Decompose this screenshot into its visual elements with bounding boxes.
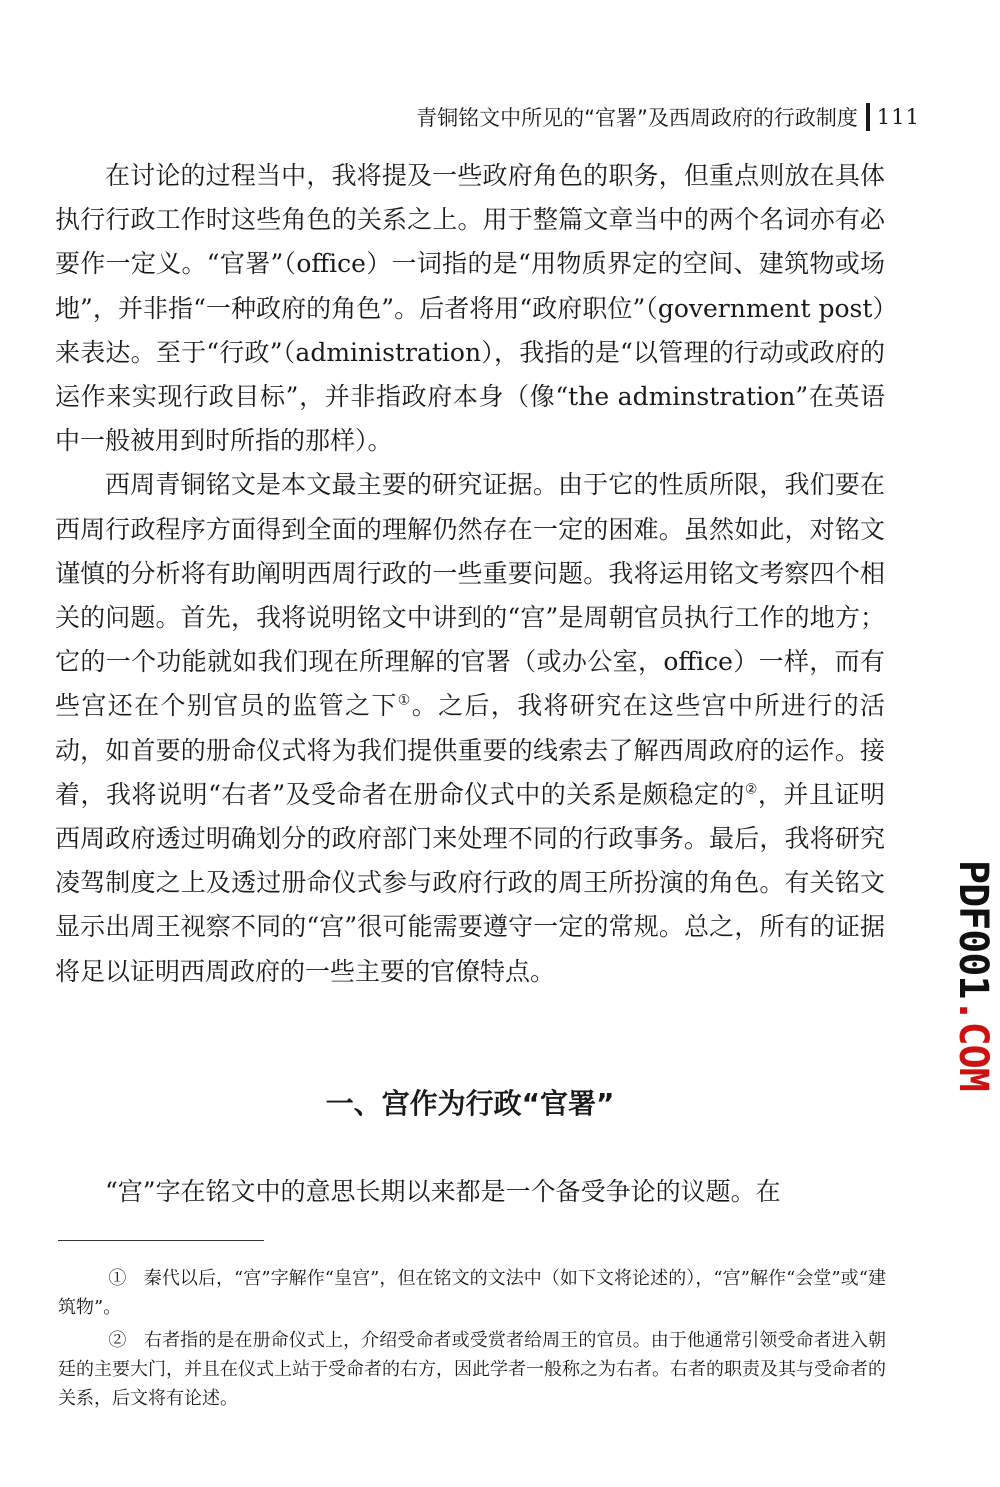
footnote-separator [58, 1240, 264, 1241]
continuation-paragraph: “宫”字在铭文中的意思长期以来都是一个备受争论的议题。在 [105, 1177, 781, 1206]
section-heading: 一、宫作为行政“官署” [325, 1087, 615, 1120]
footnote-2-marker: ② [108, 1330, 127, 1351]
footnote-2-text: 右者指的是在册命仪式上，介绍受命者或受赏者给周王的官员。由于他通常引领受命者进入朝廷的主要大门，并且在仪式上站于受命者的右方，因此学者一般称之为右者。右者的职责及其与受命者的关系，后文将有论述。 [58, 1330, 886, 1409]
page-number: 111 [876, 105, 920, 129]
paragraph-2-part-2: 。之后，我将研究在这些宫中所进行的活动，如首要的册命仪式将为我们提供重要的线索去了解西周政府的运作。接着，我将说明“右者”及受命者在册命仪式中的关系是颇稳定的 [55, 691, 885, 809]
watermark [948, 860, 998, 1110]
footnote-2 [58, 1326, 886, 1413]
footnote-1-marker: ① [108, 1268, 127, 1289]
paragraph-1: 在讨论的过程当中，我将提及一些政府角色的职务，但重点则放在具体执行行政工作时这些角色的关系之上。用于整篇文章当中的两个名词亦有必要作一定义。“官署”（office）一词指的是“用物质界定的空间、建筑物或场地”，并非指“一种政府的角色”。后者将用“政府职位”（government post）来表达。至于“行政”（administration），我指的是“以管理的行动或政府的运作来实现行政目标”，并非指政府本身（像“the adminstration”在英语中一般被用到时所指的那样）。 [55, 161, 885, 456]
footnote-ref-1: ① [397, 693, 412, 710]
footnote-1 [58, 1264, 886, 1322]
paragraph-2 [55, 463, 885, 993]
paragraph-2-part-1: 西周青铜铭文是本文最主要的研究证据。由于它的性质所限，我们要在西周行政程序方面得到全面的理解仍然存在一定的困难。虽然如此，对铭文谨慎的分析将有助阐明西周行政的一些重要问题。我将运用铭文考察四个相关的问题。首先，我将说明铭文中讲到的“宫”是周朝官员执行工作的地方；它的一个功能就如我们现在所理解的官署（或办公室，office）一样，而有些宫还在个别官员的监管之下 [55, 470, 885, 721]
body-text [55, 154, 885, 994]
watermark-part-1: PDF001 [950, 860, 996, 999]
footnotes [58, 1264, 886, 1417]
watermark-part-2: .COM [950, 998, 996, 1091]
footnote-ref-2: ② [744, 781, 758, 798]
paragraph-2-part-3: ，并且证明西周政府透过明确划分的政府部门来处理不同的行政事务。最后，我将研究凌驾制度之上及透过册命仪式参与政府行政的周王所扮演的角色。有关铭文显示出周王视察不同的“宫”很可能需要遵守一定的常规。总之，所有的证据将足以证明西周政府的一些主要的官僚特点。 [55, 779, 885, 986]
footnote-1-text: 秦代以后，“宫”字解作“皇宫”，但在铭文的文法中（如下文将论述的），“宫”解作“会堂”或“建筑物”。 [58, 1268, 886, 1318]
header-divider [866, 103, 870, 131]
running-header [360, 100, 920, 134]
running-title: 青铜铭文中所见的“官署”及西周政府的行政制度 [416, 106, 858, 130]
